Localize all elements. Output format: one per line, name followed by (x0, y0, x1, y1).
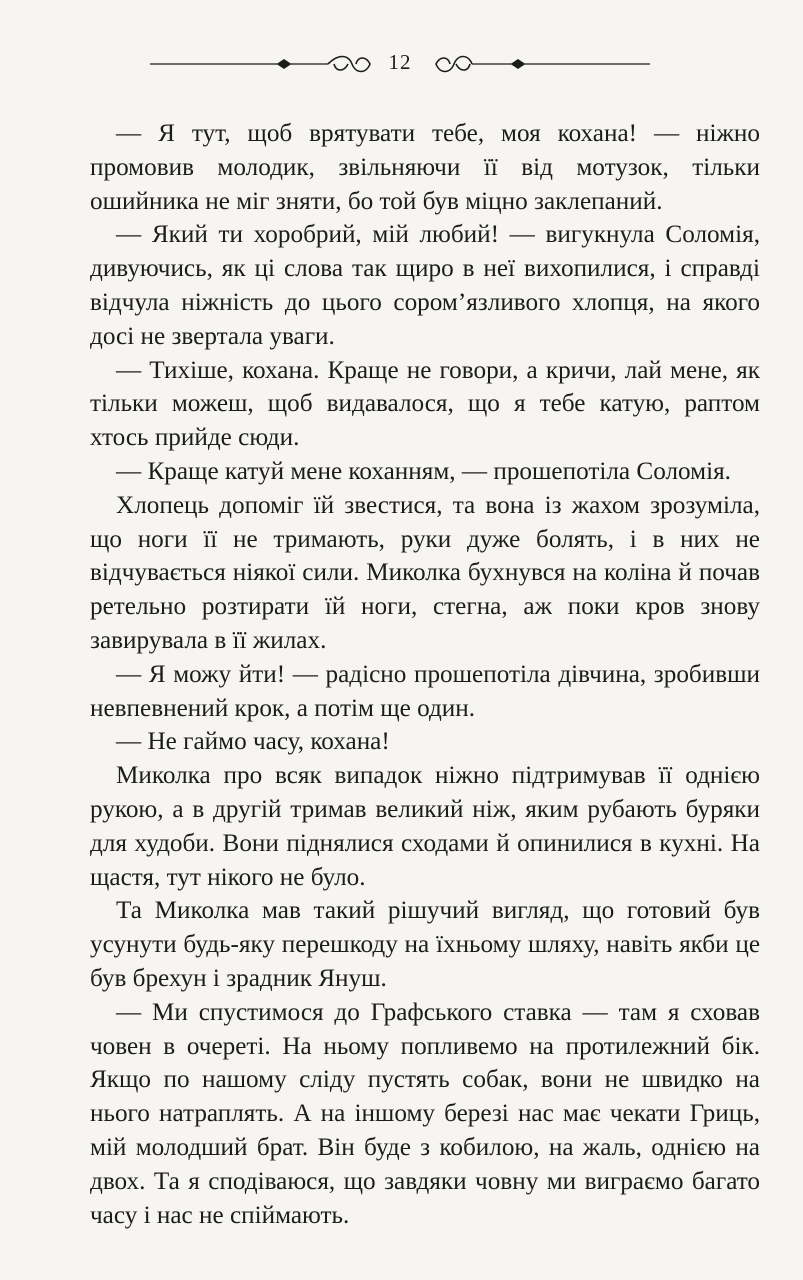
body-text (90, 117, 760, 1232)
paragraph: — Який ти хоробрий, мій любий! — вигукнула Соломія, дивуючись, як ці слова так щиро в неї вихопилися, і справді відчула ніжність до цього сором’язливого хлопця, на якого досі не звертала уваги. (90, 221, 760, 350)
page-number: 12 (388, 50, 412, 74)
paragraph: — Тихіше, кохана. Краще не говори, а кричи, лай мене, як тільки можеш, щоб видавалося, що я тебе катую, раптом хтось прийде сюди. (90, 356, 760, 452)
paragraph: — Я тут, щоб врятувати тебе, моя кохана! — ніжно промовив молодик, звільняючи її від мотузок, тільки ошийника не міг зняти, бо той був міцно заклепаний. (90, 120, 760, 215)
paragraph: Миколка про всяк випадок ніжно підтримував її однією рукою, а в другій тримав великий ніж, яким рубають буряки для худоби. Вони піднялися сходами й опинилися в кухні. На щастя, тут нікого не було. (90, 762, 760, 891)
paragraph: Та Миколка мав такий рішучий вигляд, що готовий був усунути будь-яку перешкоду на їхньому шляху, навіть якби це був брехун і зрадник Януш. (90, 897, 760, 992)
paragraph: — Не гаймо часу, кохана! (116, 728, 390, 756)
paragraph: — Ми спустимося до Графського ставка — там я сховав човен в очереті. На ньому попливемо на протилежний бік. Якщо по нашому сліду пустять собак, вони не швидко на нього натраплять. А на іншому березі нас має чекати Гриць, мій молодший брат. Він буде з кобилою, на жаль, однією на двох. Та я сподіваюся, що завдяки човну ми виграємо багато часу і нас не спіймають. (90, 998, 760, 1229)
paragraph: — Краще катуй мене коханням, — прошепотіла Соломія. (116, 457, 731, 485)
page-header (150, 44, 650, 84)
paragraph: Хлопець допоміг їй звестися, та вона із жахом зрозуміла, що ноги її не тримають, руки дуже болять, і в них не відчувається ніякої сили. Миколка бухнувся на коліна й почав ретельно розтирати їй ноги, стегна, аж поки кров знову завирувала в її жилах. (90, 491, 760, 654)
paragraph: — Я можу йти! — радісно прошепотіла дівчина, зробивши невпевнений крок, а потім ще один. (90, 660, 760, 722)
